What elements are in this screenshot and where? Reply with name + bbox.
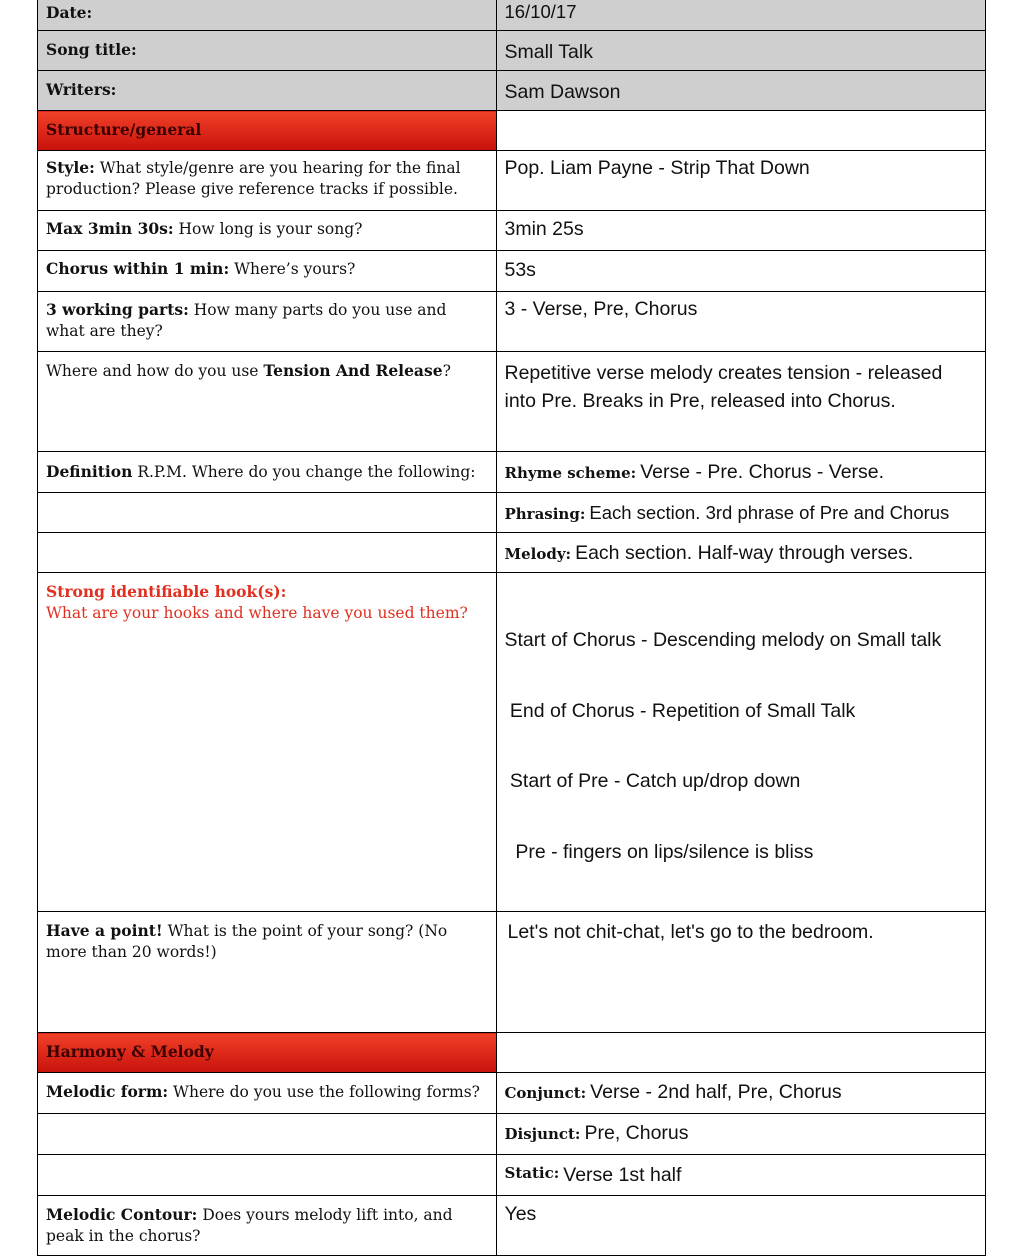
- hook-line: End of Chorus - Repetition of Small Talk: [504, 699, 856, 722]
- song-title-value: Small Talk: [504, 41, 593, 63]
- writers-value: Sam Dawson: [504, 81, 621, 103]
- hooks-answer: [497, 573, 985, 911]
- writers-row: [38, 71, 986, 111]
- date-row: [38, 0, 986, 31]
- hook-line: Pre - fingers on lips/silence is bliss: [504, 840, 814, 863]
- contour-row: [38, 1196, 986, 1256]
- parts-question: 3 working parts: How many parts do you use and what are they?: [46, 300, 447, 340]
- tension-question: Where and how do you use Tension And Release?: [46, 361, 451, 380]
- point-question: Have a point! What is the point of your song? (No more than 20 words!): [46, 921, 448, 961]
- conjunct-answer: Conjunct: Verse - 2nd half, Pre, Chorus: [504, 1081, 842, 1103]
- definition-question: Definition R.P.M. Where do you change the following:: [46, 462, 476, 481]
- disjunct-answer: Disjunct: Pre, Chorus: [504, 1122, 689, 1144]
- song-worksheet-table: [37, 0, 986, 1256]
- hook-line: Start of Pre - Catch up/drop down: [504, 770, 801, 792]
- contour-answer: Yes: [504, 1203, 537, 1225]
- tension-answer: Repetitive verse melody creates tension - released into Pre. Breaks in Pre, released into Chorus.: [504, 362, 943, 412]
- disjunct-row: [38, 1114, 986, 1155]
- chorus-question: Chorus within 1 min: Where’s yours?: [46, 259, 356, 278]
- chorus-answer: 53s: [504, 259, 536, 281]
- rhyme-scheme-answer: Rhyme scheme: Verse - Pre. Chorus - Verse.: [504, 461, 885, 483]
- melodic-form-question: Melodic form: Where do you use the following forms?: [46, 1082, 480, 1101]
- section-structure-title: Structure/general: [46, 120, 202, 139]
- hook-line: Start of Chorus - Descending melody on Small talk: [504, 629, 942, 651]
- date-label: Date:: [46, 3, 93, 22]
- melody-answer: Melody: Each section. Half-way through verses.: [504, 542, 914, 564]
- style-answer: Pop. Liam Payne - Strip That Down: [504, 157, 810, 179]
- song-title-label: Song title:: [46, 40, 137, 59]
- length-row: [38, 211, 986, 251]
- song-title-row: [38, 31, 986, 71]
- style-question: Style: What style/genre are you hearing for the final production? Please give reference tracks if possible.: [46, 158, 461, 198]
- static-answer: Static: Verse 1st half: [504, 1164, 682, 1186]
- section-structure-row: [38, 111, 986, 151]
- melodic-form-row: [38, 1073, 986, 1114]
- tension-row: [38, 352, 986, 452]
- length-question: Max 3min 30s: How long is your song?: [46, 219, 363, 238]
- point-answer: Let's not chit-chat, let's go to the bedroom.: [507, 921, 874, 943]
- hooks-row: [38, 573, 986, 912]
- phrasing-row: [38, 493, 986, 533]
- parts-answer: 3 - Verse, Pre, Chorus: [504, 298, 698, 320]
- writers-label: Writers:: [46, 80, 117, 99]
- phrasing-answer: Phrasing: Each section. 3rd phrase of Pre and Chorus: [504, 502, 950, 523]
- hooks-question: Strong identifiable hook(s): What are your hooks and where have you used them?: [46, 582, 468, 622]
- chorus-row: [38, 251, 986, 292]
- style-row: [38, 151, 986, 211]
- date-value: 16/10/17: [504, 1, 577, 22]
- static-row: [38, 1155, 986, 1196]
- section-harmony-row: [38, 1033, 986, 1073]
- length-answer: 3min 25s: [504, 218, 584, 240]
- contour-question: Melodic Contour: Does yours melody lift into, and peak in the chorus?: [46, 1205, 453, 1245]
- melody-row: [38, 533, 986, 573]
- parts-row: [38, 292, 986, 352]
- definition-row: [38, 452, 986, 493]
- section-harmony-title: Harmony & Melody: [46, 1042, 214, 1061]
- point-row: [38, 912, 986, 1033]
